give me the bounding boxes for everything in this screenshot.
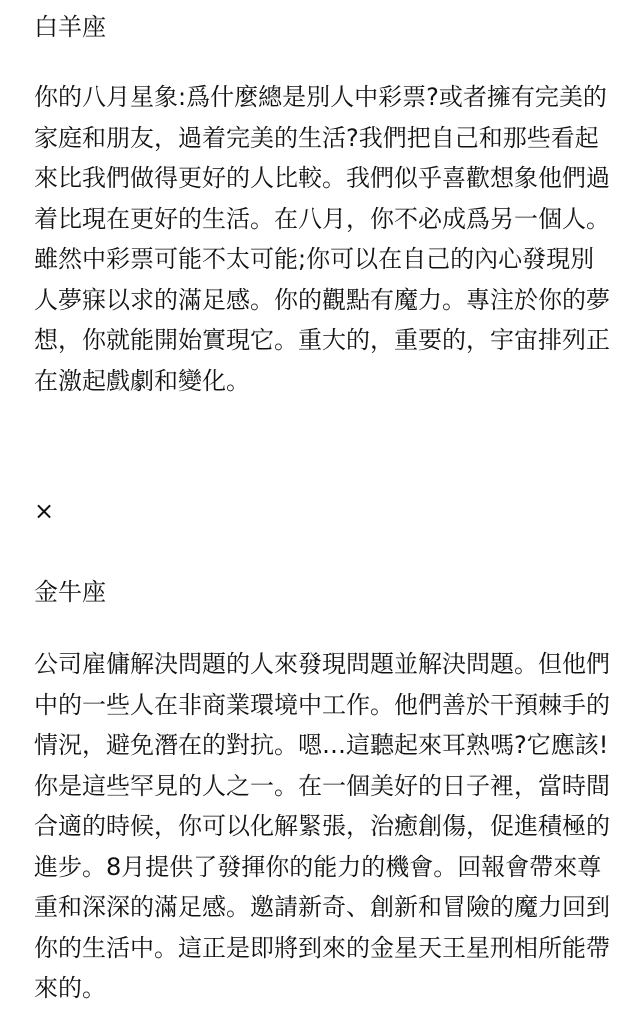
close-icon: ×	[34, 497, 55, 525]
section-title-taurus: 金牛座	[34, 578, 106, 606]
section-body-taurus: 公司雇傭解決問題的人來發現問題並解決問題。但他們中的一些人在非商業環境中工作。他們善於干預棘手的情況，避免潛在的對抗。嗯…這聽起來耳熟嗎?它應該!你是這些罕見的人之一。在一個美好的日子裡，當時間合適的時候，你可以化解緊張，治癒創傷，促進積極的進步。8月提供了發揮你的能力的機會。回報會帶來尊重和深深的滿足感。邀請新奇、創新和冒險的魔力回到你的生活中。這正是即將到來的金星天王星刑相所能帶來的。	[34, 650, 610, 1002]
section-body-aries: 你的八月星象:爲什麼總是別人中彩票?或者擁有完美的家庭和朋友，過着完美的生活?我們把自己和那些看起來比我們做得更好的人比較。我們似乎喜歡想象他們過着比現在更好的生活。在八月，你不必成爲另一個人。雖然中彩票可能不太可能;你可以在自己的內心發現別人夢寐以求的滿足感。你的觀點有魔力。專注於你的夢想，你就能開始實現它。重大的，重要的，宇宙排列正在激起戲劇和變化。	[34, 83, 610, 395]
section-title-aries: 白羊座	[34, 13, 106, 41]
